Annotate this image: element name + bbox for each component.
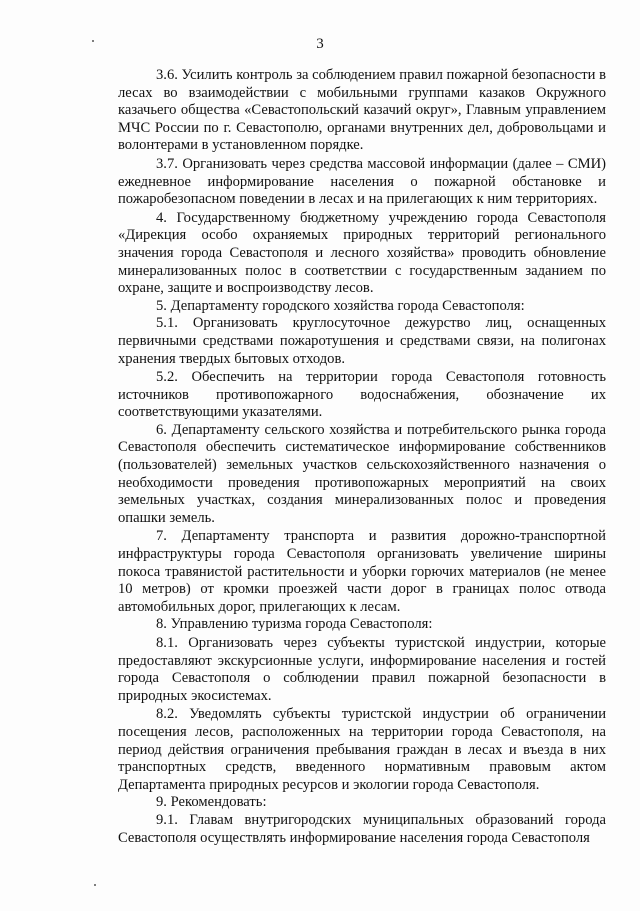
scan-speck [92, 40, 94, 42]
paragraph-5-1: 5.1. Организовать круглосуточное дежурство лиц, оснащенных первичными средствами пожаротушения и средствами связи, на полигонах хранения твердых бытовых отходов. [118, 315, 606, 367]
paragraph-9: 9. Рекомендовать: [156, 794, 267, 811]
paragraph-6: 6. Департаменту сельского хозяйства и потребительского рынка города Севастополя обеспечить систематическое информирование собственников (пользователей) земельных участков сельскохозяйственного назначения о необходимости проведения противопожарных мероприятий на своих земельных участках, создания минерализованных полос и проведения опашки земель. [118, 421, 606, 526]
document-body [118, 67, 606, 847]
paragraph-3-6: 3.6. Усилить контроль за соблюдением правил пожарной безопасности в лесах во взаимодействии с мобильными группами казаков Окружного казачьего общества «Севастопольский казачий округ», Главным управлением МЧС России по г. Севастополю, органами внутренних дел, добровольцами и волонтерами в установленном порядке. [118, 67, 606, 154]
paragraph-3-7: 3.7. Организовать через средства массовой информации (далее – СМИ) ежедневное информирование населения о пожарной обстановке и пожаробезопасном поведении в лесах и на прилегающих к ним территориях. [118, 155, 606, 208]
paragraph-8-2: 8.2. Уведомлять субъекты туристской индустрии об ограничении посещения лесов, расположенных на территории города Севастополя, на период действия ограничения пребывания граждан в лесах и въезда в них транспортных средств, введенного нормативным правовым актом Департамента природных ресурсов и экологии города Севастополя. [118, 706, 606, 793]
paragraph-8-1: 8.1. Организовать через субъекты туристской индустрии, которые предоставляют экскурсионные услуги, информирование населения и гостей города Севастополя о соблюдении правил пожарной безопасности в природных экосистемах. [118, 635, 606, 704]
paragraph-5-2: 5.2. Обеспечить на территории города Севастополя готовность источников противопожарного водоснабжения, обозначение их соответствующими указателями. [118, 369, 606, 421]
scan-speck [94, 884, 96, 886]
paragraph-9-1: 9.1. Главам внутригородских муниципальных образований города Севастополя осуществлять информирование населения города Севастополя [118, 811, 606, 846]
paragraph-7: 7. Департаменту транспорта и развития дорожно-транспортной инфраструктуры города Севастополя организовать увеличение ширины покоса травянистой растительности и уборки горючих материалов (не менее 10 метров) от кромки проезжей части дорог в границах полос отвода автомобильных дорог, прилегающих к лесам. [118, 528, 606, 615]
page-number: 3 [316, 36, 324, 52]
paragraph-4: 4. Государственному бюджетному учреждению города Севастополя «Дирекция особо охраняемых природных территорий регионального значения города Севастополя и лесного хозяйства» проводить обновление минерализованных полос в соответствии с государственным заданием по охране, защите и воспроизводству лесов. [118, 209, 606, 297]
paragraph-8: 8. Управлению туризма города Севастополя: [156, 616, 433, 633]
paragraph-5: 5. Департаменту городского хозяйства города Севастополя: [156, 297, 525, 314]
